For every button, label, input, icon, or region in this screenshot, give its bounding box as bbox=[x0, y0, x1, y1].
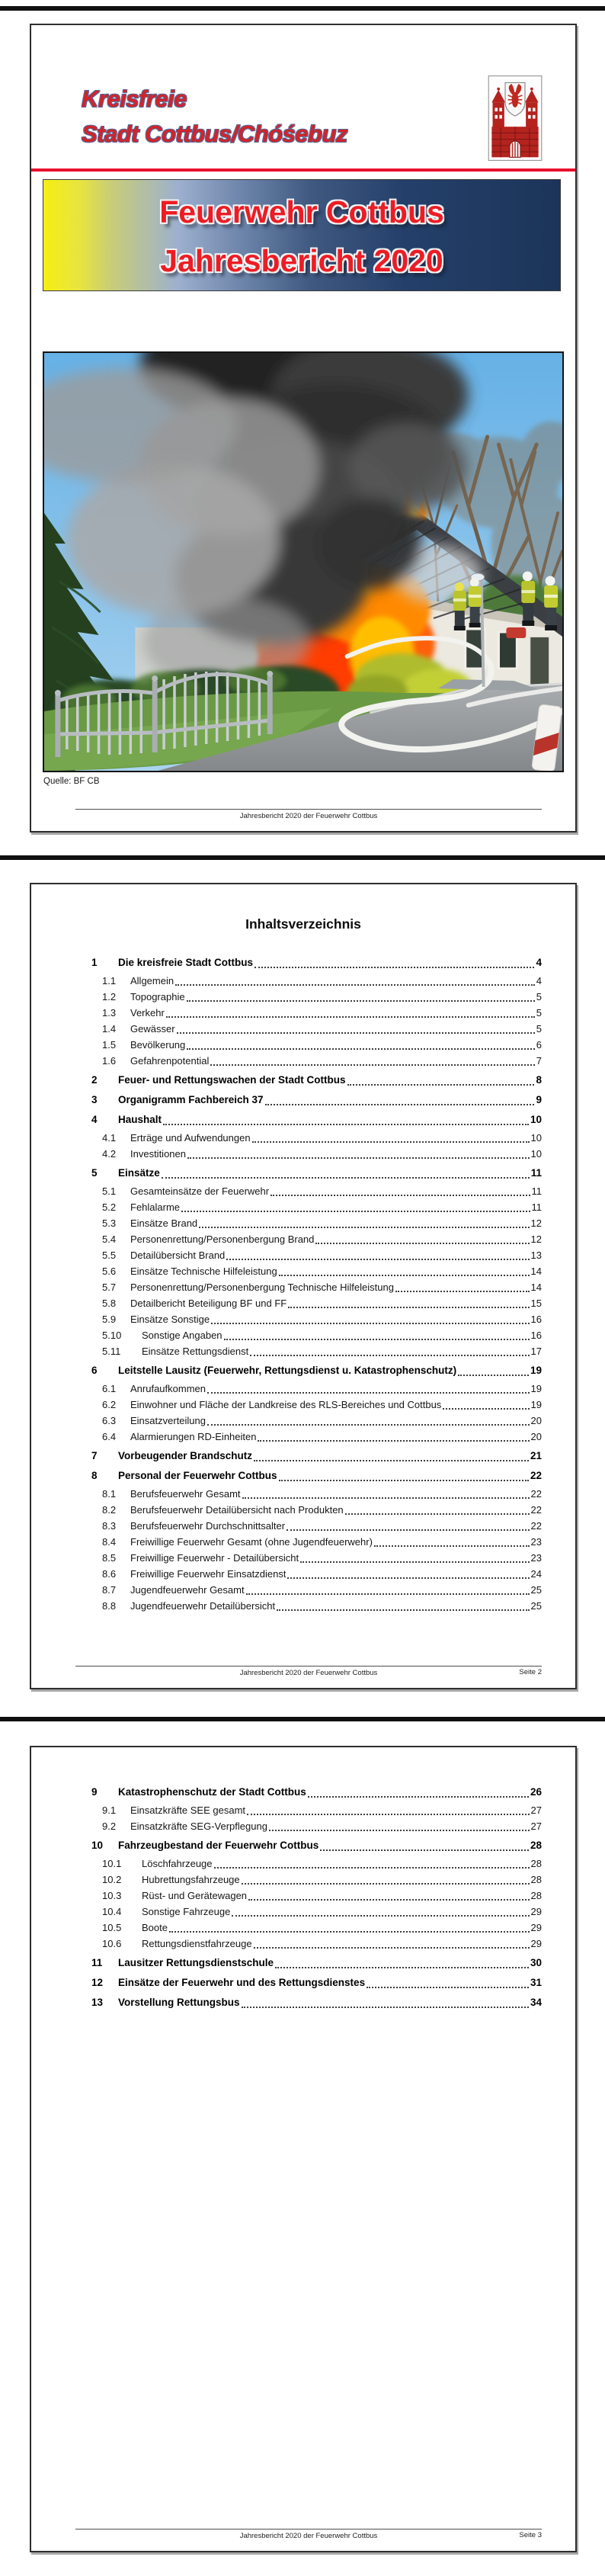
red-divider-line bbox=[31, 168, 575, 172]
toc-leader-dots bbox=[226, 1259, 529, 1260]
toc-leader-dots bbox=[242, 1883, 530, 1885]
toc-entry bbox=[75, 1295, 542, 1311]
footer-text: Jahresbericht 2020 der Feuerwehr Cottbus bbox=[239, 1669, 378, 1677]
toc-entry-label: Personenrettung/Personenbergung Brand bbox=[130, 1233, 315, 1245]
toc-leader-dots bbox=[163, 1124, 529, 1125]
toc-leader-dots bbox=[277, 1609, 529, 1611]
toc-entry-number: 10.5 bbox=[102, 1922, 122, 1933]
toc-entry bbox=[75, 1413, 542, 1429]
toc-entry-page: 22 bbox=[530, 1488, 542, 1500]
toc-entry bbox=[75, 1053, 542, 1069]
toc-entry-label: Einsatzverteilung bbox=[130, 1415, 206, 1426]
toc-entry-page: 22 bbox=[530, 1520, 542, 1532]
toc-entry-label: Personenrettung/Personenbergung Technische Hilfeleistung bbox=[130, 1282, 394, 1293]
toc-entry-page: 7 bbox=[536, 1055, 542, 1067]
toc-entry-page: 22 bbox=[530, 1504, 542, 1516]
toc-entry-label: Einsätze Brand bbox=[130, 1217, 198, 1229]
toc-leader-dots bbox=[187, 1157, 530, 1159]
toc-entry-page: 8 bbox=[536, 1074, 542, 1086]
toc-leader-dots bbox=[254, 1460, 529, 1461]
footer-page-number: Seite 3 bbox=[519, 2531, 542, 2539]
toc-entry-number: 7 bbox=[91, 1450, 98, 1461]
toc-entry bbox=[75, 1199, 542, 1215]
toc-entry-page: 29 bbox=[530, 1922, 542, 1933]
toc-entry bbox=[75, 1397, 542, 1413]
toc-leader-dots bbox=[210, 1064, 534, 1066]
toc-entry-page: 10 bbox=[530, 1114, 542, 1125]
toc-leader-dots bbox=[345, 1513, 530, 1515]
toc-entry-label: Freiwillige Feuerwehr - Detailübersicht bbox=[130, 1552, 299, 1564]
toc-entry-number: 5.9 bbox=[102, 1314, 117, 1325]
toc-entry-number: 8.5 bbox=[102, 1552, 117, 1564]
toc-entry bbox=[75, 1468, 542, 1484]
toc-entry-page: 19 bbox=[530, 1383, 542, 1394]
toc-entry-page: 14 bbox=[530, 1266, 542, 1277]
toc-entry-label: Gefahrenpotential bbox=[130, 1055, 210, 1067]
toc-entry bbox=[75, 1037, 542, 1053]
toc-leader-dots bbox=[279, 1275, 530, 1276]
toc-entry-number: 5.5 bbox=[102, 1250, 117, 1261]
toc-entry bbox=[75, 1247, 542, 1263]
toc-entry-number: 10.2 bbox=[102, 1874, 122, 1885]
toc-entry-label: Leitstelle Lausitz (Feuerwehr, Rettungsdienst u. Katastrophenschutz) bbox=[118, 1365, 457, 1376]
toc-entry-number: 6.3 bbox=[102, 1415, 117, 1426]
cover-page bbox=[30, 24, 577, 832]
toc-entry-label: Vorbeugender Brandschutz bbox=[118, 1450, 253, 1461]
toc-entry-label: Einsatzkräfte SEE gesamt bbox=[130, 1804, 246, 1816]
toc-entry-page: 5 bbox=[536, 991, 542, 1002]
toc-entry-label: Rettungsdienstfahrzeuge bbox=[142, 1938, 252, 1949]
toc-entry bbox=[75, 1856, 542, 1872]
toc-leader-dots bbox=[315, 1243, 529, 1244]
toc-leader-dots bbox=[347, 1084, 535, 1086]
toc-entry-number: 6.2 bbox=[102, 1399, 117, 1410]
toc-leader-dots bbox=[269, 1830, 530, 1831]
toc-entry bbox=[75, 1936, 542, 1952]
toc-leader-dots bbox=[214, 1867, 530, 1869]
toc-entry-page: 10 bbox=[530, 1148, 542, 1160]
toc-entry-number: 8.8 bbox=[102, 1600, 117, 1612]
toc-entry-page: 26 bbox=[530, 1786, 542, 1798]
toc-entry-page: 30 bbox=[530, 1957, 542, 1968]
toc-entry-number: 5.1 bbox=[102, 1185, 117, 1197]
toc-entry bbox=[75, 1888, 542, 1904]
toc-entry-label: Personal der Feuerwehr Cottbus bbox=[118, 1470, 277, 1481]
footer-text: Jahresbericht 2020 der Feuerwehr Cottbus bbox=[239, 2532, 378, 2540]
toc-leader-dots bbox=[308, 1796, 529, 1798]
toc-entry-label: Einsätze Rettungsdienst bbox=[142, 1346, 249, 1357]
toc-entry-number: 1.2 bbox=[102, 991, 117, 1002]
toc-entry-label: Gewässer bbox=[130, 1023, 175, 1035]
toc-leader-dots bbox=[320, 1849, 529, 1851]
toc-entry-label: Allgemein bbox=[130, 975, 174, 986]
toc-entry-page: 4 bbox=[536, 975, 542, 986]
toc-entry-number: 8.6 bbox=[102, 1568, 117, 1580]
toc-entry-page: 25 bbox=[530, 1584, 542, 1596]
toc-entry-number: 8 bbox=[91, 1470, 98, 1481]
toc-entry-page: 5 bbox=[536, 1023, 542, 1035]
table-of-contents bbox=[75, 1781, 542, 2013]
toc-entry-page: 15 bbox=[530, 1298, 542, 1309]
toc-entry-number: 8.4 bbox=[102, 1536, 117, 1548]
toc-entry-number: 1.3 bbox=[102, 1007, 117, 1019]
toc-entry-page: 19 bbox=[530, 1365, 542, 1376]
page-separator-bar bbox=[0, 855, 605, 860]
toc-leader-dots bbox=[181, 1211, 530, 1212]
toc-entry bbox=[75, 1818, 542, 1834]
toc-entry-label: Anrufaufkommen bbox=[130, 1383, 206, 1394]
toc-entry bbox=[75, 1994, 542, 2011]
toc-leader-dots bbox=[265, 1104, 535, 1105]
toc-entry bbox=[75, 1975, 542, 1991]
toc-entry-label: Feuer- und Rettungswachen der Stadt Cottbus bbox=[118, 1074, 346, 1086]
toc-entry-page: 11 bbox=[530, 1167, 542, 1179]
footer-text: Jahresbericht 2020 der Feuerwehr Cottbus bbox=[239, 812, 378, 820]
toc-entry-label: Erträge und Aufwendungen bbox=[130, 1132, 251, 1144]
toc-entry bbox=[75, 1598, 542, 1614]
toc-entry-number: 6.4 bbox=[102, 1431, 117, 1442]
toc-leader-dots bbox=[254, 1947, 530, 1949]
toc-entry-label: Freiwillige Feuerwehr Gesamt (ohne Jugendfeuerwehr) bbox=[130, 1536, 373, 1548]
toc-entry-page: 6 bbox=[536, 1039, 542, 1051]
toc-entry-number: 5.11 bbox=[102, 1346, 121, 1357]
toc-entry-number: 6.1 bbox=[102, 1383, 117, 1394]
toc-entry bbox=[75, 1072, 542, 1089]
toc-leader-dots bbox=[288, 1307, 529, 1308]
cottbus-coat-of-arms-icon bbox=[487, 75, 543, 161]
toc-leader-dots bbox=[177, 1032, 535, 1034]
toc-entry-label: Fahrzeugbestand der Feuerwehr Cottbus bbox=[118, 1840, 319, 1851]
toc-leader-dots bbox=[162, 1177, 530, 1179]
toc-entry bbox=[75, 1550, 542, 1566]
toc-entry bbox=[75, 973, 542, 989]
toc-entry-page: 27 bbox=[530, 1821, 542, 1832]
toc-entry-page: 20 bbox=[530, 1415, 542, 1426]
toc-leader-dots bbox=[175, 984, 535, 986]
toc-entry-number: 6 bbox=[91, 1365, 98, 1376]
toc-entry bbox=[75, 1534, 542, 1550]
toc-entry-number: 10.3 bbox=[102, 1890, 122, 1901]
toc-leader-dots bbox=[254, 967, 534, 968]
toc-leader-dots bbox=[275, 1967, 529, 1968]
toc-entry bbox=[75, 1146, 542, 1162]
toc-entry bbox=[75, 1311, 542, 1327]
toc-entry-number: 5 bbox=[91, 1167, 98, 1179]
toc-entry-page: 14 bbox=[530, 1282, 542, 1293]
toc-entry bbox=[75, 1279, 542, 1295]
toc-entry bbox=[75, 1092, 542, 1108]
toc-entry-page: 25 bbox=[530, 1600, 542, 1612]
toc-entry-label: Sonstige Angaben bbox=[142, 1330, 222, 1341]
toc-entry-label: Bevölkerung bbox=[130, 1039, 186, 1051]
toc-entry-label: Berufsfeuerwehr Detailübersicht nach Produkten bbox=[130, 1504, 344, 1516]
page-footer bbox=[75, 2529, 542, 2540]
toc-entry-number: 10.1 bbox=[102, 1858, 122, 1869]
toc-entry-label: Investitionen bbox=[130, 1148, 186, 1160]
toc-entry-number: 8.2 bbox=[102, 1504, 117, 1516]
toc-entry-label: Einsätze der Feuerwehr und des Rettungsdienstes bbox=[118, 1977, 366, 1988]
toc-entry-label: Löschfahrzeuge bbox=[142, 1858, 213, 1869]
toc-entry bbox=[75, 1263, 542, 1279]
toc-entry bbox=[75, 1582, 542, 1598]
toc-entry bbox=[75, 1327, 542, 1343]
toc-entry-label: Freiwillige Feuerwehr Einsatzdienst bbox=[130, 1568, 286, 1580]
toc-entry-page: 17 bbox=[530, 1346, 542, 1357]
toc-entry-label: Die kreisfreie Stadt Cottbus bbox=[118, 957, 254, 968]
toc-entry-label: Jugendfeuerwehr Gesamt bbox=[130, 1584, 245, 1596]
toc-entry bbox=[75, 1005, 542, 1021]
toc-title: Inhaltsverzeichnis bbox=[245, 916, 361, 932]
toc-leader-dots bbox=[287, 1577, 529, 1579]
toc-entry-page: 10 bbox=[530, 1132, 542, 1144]
toc-entry-number: 1.6 bbox=[102, 1055, 117, 1067]
toc-entry bbox=[75, 1837, 542, 1854]
toc-page-1 bbox=[30, 883, 577, 1689]
toc-entry-page: 24 bbox=[530, 1568, 542, 1580]
page-separator-bar bbox=[0, 1717, 605, 1721]
city-header bbox=[82, 82, 347, 152]
toc-entry-number: 1 bbox=[91, 957, 98, 968]
toc-leader-dots bbox=[367, 1987, 529, 1988]
toc-entry-page: 12 bbox=[530, 1217, 542, 1229]
toc-entry-page: 29 bbox=[530, 1906, 542, 1917]
toc-entry-number: 1.4 bbox=[102, 1023, 117, 1035]
table-of-contents bbox=[75, 951, 542, 1614]
toc-leader-dots bbox=[258, 1440, 529, 1442]
toc-entry-number: 10 bbox=[91, 1840, 104, 1851]
toc-entry-label: Berufsfeuerwehr Gesamt bbox=[130, 1488, 241, 1500]
toc-entry bbox=[75, 1130, 542, 1146]
toc-entry bbox=[75, 1486, 542, 1502]
toc-entry bbox=[75, 989, 542, 1005]
toc-entry bbox=[75, 1872, 542, 1888]
toc-entry bbox=[75, 1784, 542, 1801]
toc-entry-number: 10.4 bbox=[102, 1906, 122, 1917]
toc-leader-dots bbox=[247, 1814, 530, 1815]
toc-entry-page: 16 bbox=[530, 1330, 542, 1341]
toc-entry-page: 21 bbox=[530, 1450, 542, 1461]
city-name-line2: Stadt Cottbus/Chóśebuz bbox=[82, 120, 347, 147]
toc-leader-dots bbox=[286, 1529, 530, 1531]
toc-entry-page: 31 bbox=[530, 1977, 542, 1988]
toc-entry-page: 28 bbox=[530, 1874, 542, 1885]
toc-entry-label: Organigramm Fachbereich 37 bbox=[118, 1094, 264, 1105]
toc-leader-dots bbox=[187, 1048, 534, 1050]
cover-photo bbox=[43, 351, 564, 772]
toc-entry-page: 34 bbox=[530, 1997, 542, 2008]
toc-entry-page: 20 bbox=[530, 1431, 542, 1442]
toc-leader-dots bbox=[279, 1480, 529, 1481]
footer-page-number: Seite 2 bbox=[519, 1668, 542, 1676]
report-title-line1: Feuerwehr Cottbus bbox=[159, 194, 444, 229]
toc-entry-number: 5.4 bbox=[102, 1233, 117, 1245]
toc-leader-dots bbox=[207, 1424, 530, 1426]
toc-entry-page: 4 bbox=[536, 957, 542, 968]
toc-entry-number: 5.3 bbox=[102, 1217, 117, 1229]
toc-entry bbox=[75, 1429, 542, 1445]
toc-leader-dots bbox=[300, 1561, 529, 1563]
toc-leader-dots bbox=[458, 1375, 529, 1376]
toc-entry-label: Detailbericht Beteiligung BF und FF bbox=[130, 1298, 287, 1309]
toc-entry-label: Einsätze Sonstige bbox=[130, 1314, 210, 1325]
toc-leader-dots bbox=[443, 1408, 529, 1410]
toc-leader-dots bbox=[242, 2007, 529, 2008]
toc-entry bbox=[75, 1381, 542, 1397]
toc-entry bbox=[75, 1566, 542, 1582]
toc-entry-label: Jugendfeuerwehr Detailübersicht bbox=[130, 1600, 276, 1612]
toc-entry bbox=[75, 1955, 542, 1971]
toc-entry-label: Katastrophenschutz der Stadt Cottbus bbox=[118, 1786, 306, 1798]
toc-entry-number: 11 bbox=[91, 1957, 103, 1968]
toc-entry-page: 22 bbox=[530, 1470, 542, 1481]
toc-entry-number: 12 bbox=[91, 1977, 104, 1988]
toc-leader-dots bbox=[187, 1000, 535, 1002]
toc-leader-dots bbox=[199, 1227, 529, 1228]
toc-entry bbox=[75, 1362, 542, 1379]
toc-entry bbox=[75, 1448, 542, 1464]
toc-entry-number: 5.8 bbox=[102, 1298, 117, 1309]
toc-entry-label: Vorstellung Rettungsbus bbox=[118, 1997, 240, 2008]
toc-entry-label: Fehlalarme bbox=[130, 1201, 181, 1213]
toc-entry-label: Detailübersicht Brand bbox=[130, 1250, 226, 1261]
toc-entry bbox=[75, 954, 542, 971]
toc-entry bbox=[75, 1904, 542, 1920]
toc-leader-dots bbox=[169, 1931, 530, 1933]
toc-leader-dots bbox=[246, 1593, 530, 1595]
toc-entry-page: 5 bbox=[536, 1007, 542, 1019]
toc-entry-number: 8.3 bbox=[102, 1520, 117, 1532]
toc-entry-page: 9 bbox=[536, 1094, 542, 1105]
toc-entry-label: Verkehr bbox=[130, 1007, 165, 1019]
toc-leader-dots bbox=[211, 1323, 529, 1324]
city-name-line1: Kreisfreie bbox=[82, 85, 187, 112]
toc-entry-number: 1.1 bbox=[102, 975, 117, 986]
toc-entry-page: 29 bbox=[530, 1938, 542, 1949]
toc-entry-number: 2 bbox=[91, 1074, 98, 1086]
toc-leader-dots bbox=[270, 1195, 530, 1196]
toc-entry bbox=[75, 1518, 542, 1534]
toc-leader-dots bbox=[224, 1339, 530, 1340]
toc-entry-number: 9 bbox=[91, 1786, 98, 1798]
toc-entry-label: Boote bbox=[142, 1922, 168, 1933]
toc-entry-label: Einsätze bbox=[118, 1167, 160, 1179]
toc-entry bbox=[75, 1165, 542, 1182]
toc-leader-dots bbox=[232, 1915, 529, 1917]
toc-entry-label: Lausitzer Rettungsdienstschule bbox=[118, 1957, 274, 1968]
toc-entry-page: 11 bbox=[531, 1201, 542, 1213]
toc-entry-page: 16 bbox=[530, 1314, 542, 1325]
toc-entry-label: Alarmierungen RD-Einheiten bbox=[130, 1431, 257, 1442]
toc-leader-dots bbox=[207, 1392, 530, 1394]
toc-entry-number: 8.7 bbox=[102, 1584, 117, 1596]
toc-entry-page: 28 bbox=[530, 1858, 542, 1869]
toc-entry-label: Haushalt bbox=[118, 1114, 162, 1125]
toc-entry bbox=[75, 1920, 542, 1936]
toc-entry-number: 4.2 bbox=[102, 1148, 117, 1160]
toc-entry-label: Topographie bbox=[130, 991, 185, 1002]
toc-entry-label: Einsatzkräfte SEG-Verpflegung bbox=[130, 1821, 267, 1832]
toc-entry bbox=[75, 1502, 542, 1518]
toc-leader-dots bbox=[248, 1899, 530, 1901]
toc-leader-dots bbox=[242, 1497, 530, 1499]
toc-entry-label: Hubrettungsfahrzeuge bbox=[142, 1874, 240, 1885]
toc-entry-number: 4 bbox=[91, 1114, 98, 1125]
toc-entry-number: 9.2 bbox=[102, 1821, 117, 1832]
toc-page-2 bbox=[30, 1746, 577, 2552]
toc-leader-dots bbox=[166, 1016, 535, 1018]
toc-leader-dots bbox=[374, 1545, 530, 1547]
toc-entry-label: Einsätze Technische Hilfeleistung bbox=[130, 1266, 277, 1277]
toc-entry bbox=[75, 1231, 542, 1247]
toc-entry-number: 4.1 bbox=[102, 1132, 117, 1144]
photo-caption: Quelle: BF CB bbox=[43, 777, 100, 786]
toc-entry-number: 10.6 bbox=[102, 1938, 122, 1949]
toc-entry-page: 12 bbox=[530, 1233, 542, 1245]
toc-entry-number: 1.5 bbox=[102, 1039, 117, 1051]
report-title-line2: Jahresbericht 2020 bbox=[160, 243, 443, 279]
toc-entry bbox=[75, 1021, 542, 1037]
toc-entry bbox=[75, 1343, 542, 1359]
toc-leader-dots bbox=[252, 1141, 530, 1143]
toc-entry-label: Einwohner und Fläche der Landkreise des RLS-Bereiches und Cottbus bbox=[130, 1399, 442, 1410]
toc-entry-label: Sonstige Fahrzeuge bbox=[142, 1906, 231, 1917]
toc-entry-page: 27 bbox=[530, 1804, 542, 1816]
toc-leader-dots bbox=[250, 1355, 529, 1356]
toc-entry-page: 13 bbox=[530, 1250, 542, 1261]
toc-entry-number: 13 bbox=[91, 1997, 104, 2008]
page-separator-bar bbox=[0, 6, 605, 11]
toc-entry-number: 5.6 bbox=[102, 1266, 117, 1277]
toc-entry-label: Berufsfeuerwehr Durchschnittsalter bbox=[130, 1520, 286, 1532]
toc-entry bbox=[75, 1112, 542, 1128]
toc-entry-page: 23 bbox=[530, 1536, 542, 1548]
toc-entry bbox=[75, 1183, 542, 1199]
toc-entry-label: Gesamteinsätze der Feuerwehr bbox=[130, 1185, 270, 1197]
toc-entry bbox=[75, 1215, 542, 1231]
toc-entry-page: 11 bbox=[531, 1185, 542, 1197]
toc-entry-page: 28 bbox=[530, 1840, 542, 1851]
toc-entry-number: 5.7 bbox=[102, 1282, 117, 1293]
toc-leader-dots bbox=[395, 1291, 530, 1292]
toc-entry-number: 5.2 bbox=[102, 1201, 117, 1213]
toc-entry-page: 28 bbox=[530, 1890, 542, 1901]
toc-entry-number: 9.1 bbox=[102, 1804, 117, 1816]
toc-entry-number: 5.10 bbox=[102, 1330, 122, 1341]
page-footer bbox=[75, 1666, 542, 1677]
toc-entry-number: 3 bbox=[91, 1094, 98, 1105]
toc-entry-page: 23 bbox=[530, 1552, 542, 1564]
toc-entry-page: 19 bbox=[530, 1399, 542, 1410]
page-footer bbox=[75, 809, 542, 820]
title-banner bbox=[43, 179, 561, 291]
toc-entry bbox=[75, 1802, 542, 1818]
toc-entry-label: Rüst- und Gerätewagen bbox=[142, 1890, 248, 1901]
toc-entry-number: 8.1 bbox=[102, 1488, 117, 1500]
